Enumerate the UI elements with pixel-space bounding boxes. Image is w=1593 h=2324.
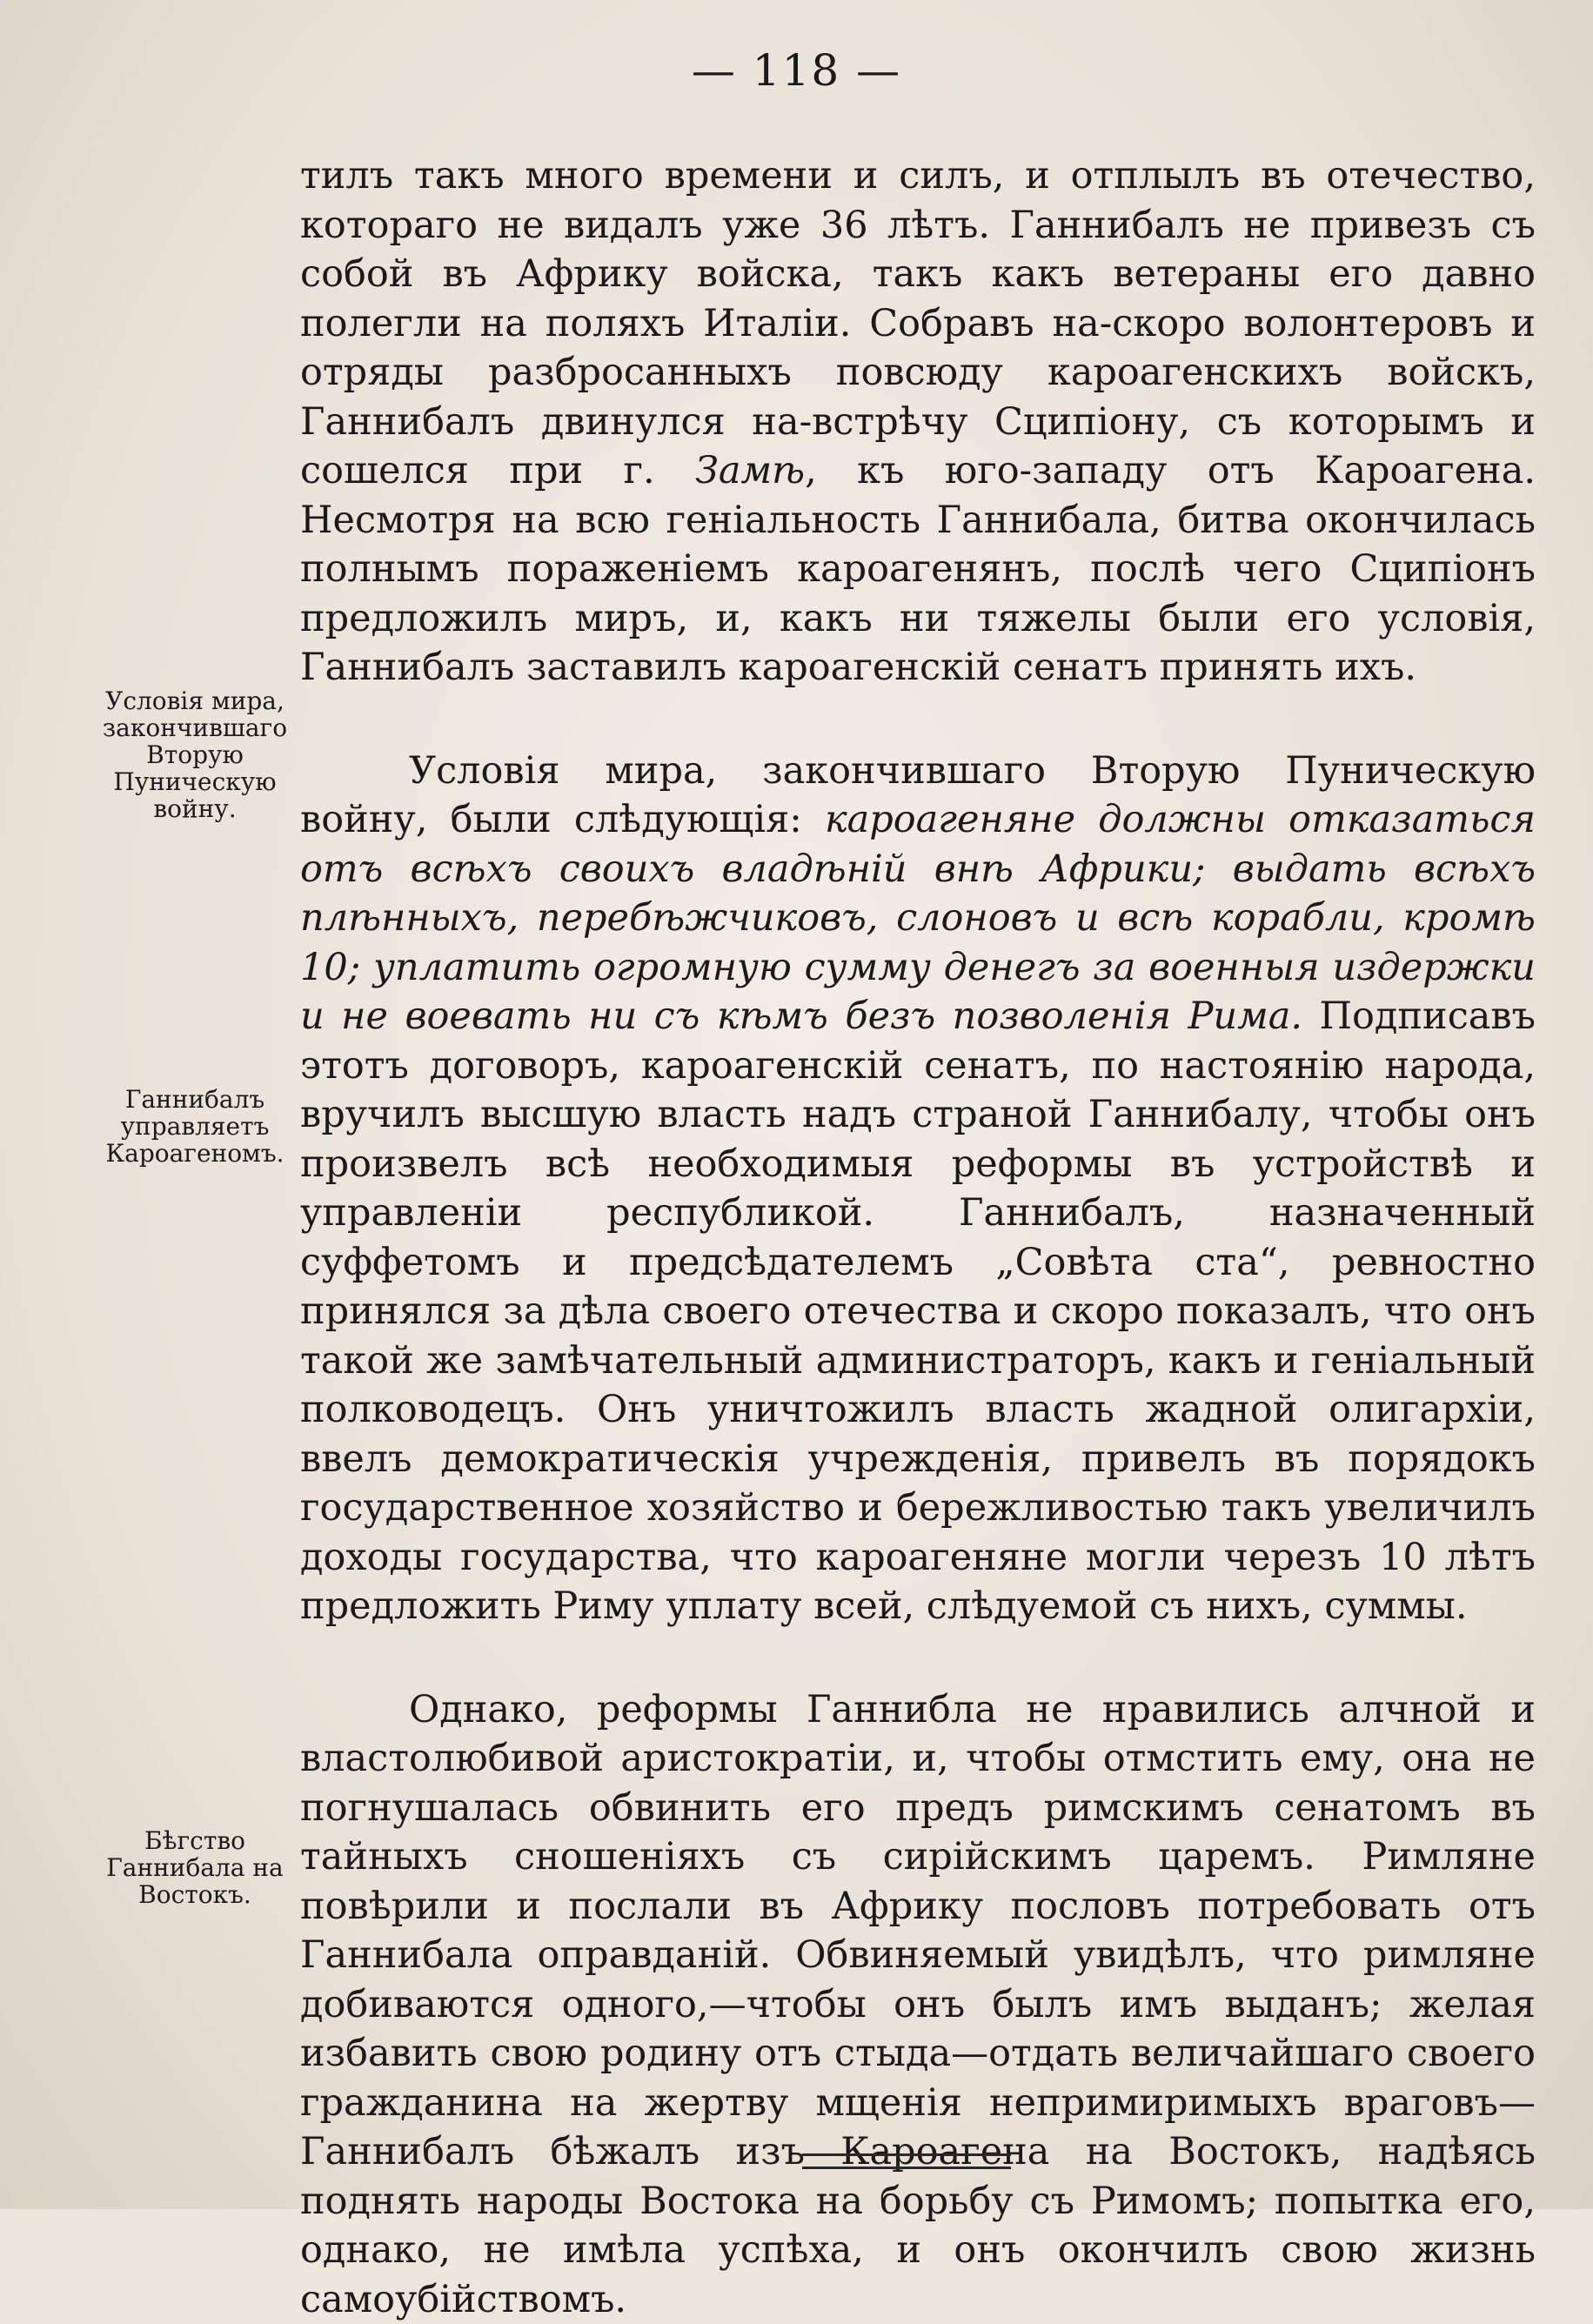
paragraph-2: Условія мира, закончившаго Вторую Пуническую войну, были слѣдующія: кароагеняне должны отказаться отъ всѣхъ своихъ владѣній внѣ Африки; выдать всѣхъ плѣнныхъ, перебѣжчиковъ, слоновъ и всѣ корабли, кромѣ 10; уплатить огромную сумму денегъ за военныя издержки и не воевать ни съ кѣмъ безъ позволенія Рима. Подписавъ этотъ договоръ, кароагенскій сенатъ, по настоянію народа, вручилъ высшую власть надъ страной Ганнибалу, чтобы онъ произвелъ всѣ необходимыя реформы въ устройствѣ и управленіи республикой. Ганнибалъ, назначенный суффетомъ и предсѣдателемъ „Совѣта ста“, ревностно принялся за дѣла своего отечества и скоро показалъ, что онъ такой же замѣчательный администраторъ, какъ и геніальный полководецъ. Онъ уничтожилъ власть жадной олигархіи, ввелъ демократическія учрежденія, привелъ въ порядокъ государственное хозяйство и бережливостью такъ увеличилъ доходы государства, что кароагеняне могли черезъ 10 лѣтъ предложить Риму уплату всей, слѣдуемой съ нихъ, суммы. [300, 747, 1536, 1631]
margin-note-hannibal-rules: Ганнибалъ управляетъ Кароагеномъ. [94, 1086, 296, 1167]
page-number: — 118 — [0, 45, 1593, 96]
margin-note-peace-terms: Условія мира, закончившаго Вторую Пуническую войну. [94, 687, 296, 822]
paragraph-3: Однако, реформы Ганнибла не нравились алчной и властолюбивой аристократіи, и, чтобы отмстить ему, она не погнушалась обвинить его предъ римскимъ сенатомъ въ тайныхъ сношеніяхъ съ сирійскимъ царемъ. Римляне повѣрили и послали въ Африку пословъ потребовать отъ Ганнибала оправданій. Обвиняемый увидѣлъ, что римляне добиваются одного,—чтобы онъ былъ имъ выданъ; желая избавить свою родину отъ стыда—отдать величайшаго своего гражданина на жертву мщенія непримиримыхъ враговъ—Ганнибалъ бѣжалъ изъ Кароагена на Востокъ, надѣясь поднять народы Востока на борьбу съ Римомъ; попытка его, однако, не имѣла успѣха, и онъ окончилъ свою жизнь самоубійствомъ. [300, 1685, 1536, 2324]
margin-note-flight-east: Бѣгство Ганнибала на Востокъ. [94, 1827, 296, 1908]
end-rule [802, 2153, 1011, 2169]
paragraph-1: тилъ такъ много времени и силъ, и отплылъ въ отечество, котораго не видалъ уже 36 лѣтъ. Ганнибалъ не привезъ съ собой въ Африку войска, такъ какъ ветераны его давно полегли на поляхъ Италіи. Собравъ на-скоро волонтеровъ и отряды разбросанныхъ повсюду кароагенскихъ войскъ, Ганнибалъ двинулся на-встрѣчу Сципіону, съ которымъ и сошелся при г. Замѣ, къ юго-западу отъ Кароагена. Несмотря на всю геніальность Ганнибала, битва окончилась полнымъ пораженіемъ кароагенянъ, послѣ чего Сципіонъ предложилъ миръ, и, какъ ни тяжелы были его условія, Ганнибалъ заставилъ кароагенскій сенатъ принять ихъ. [300, 151, 1536, 693]
body-text [300, 151, 1536, 2324]
